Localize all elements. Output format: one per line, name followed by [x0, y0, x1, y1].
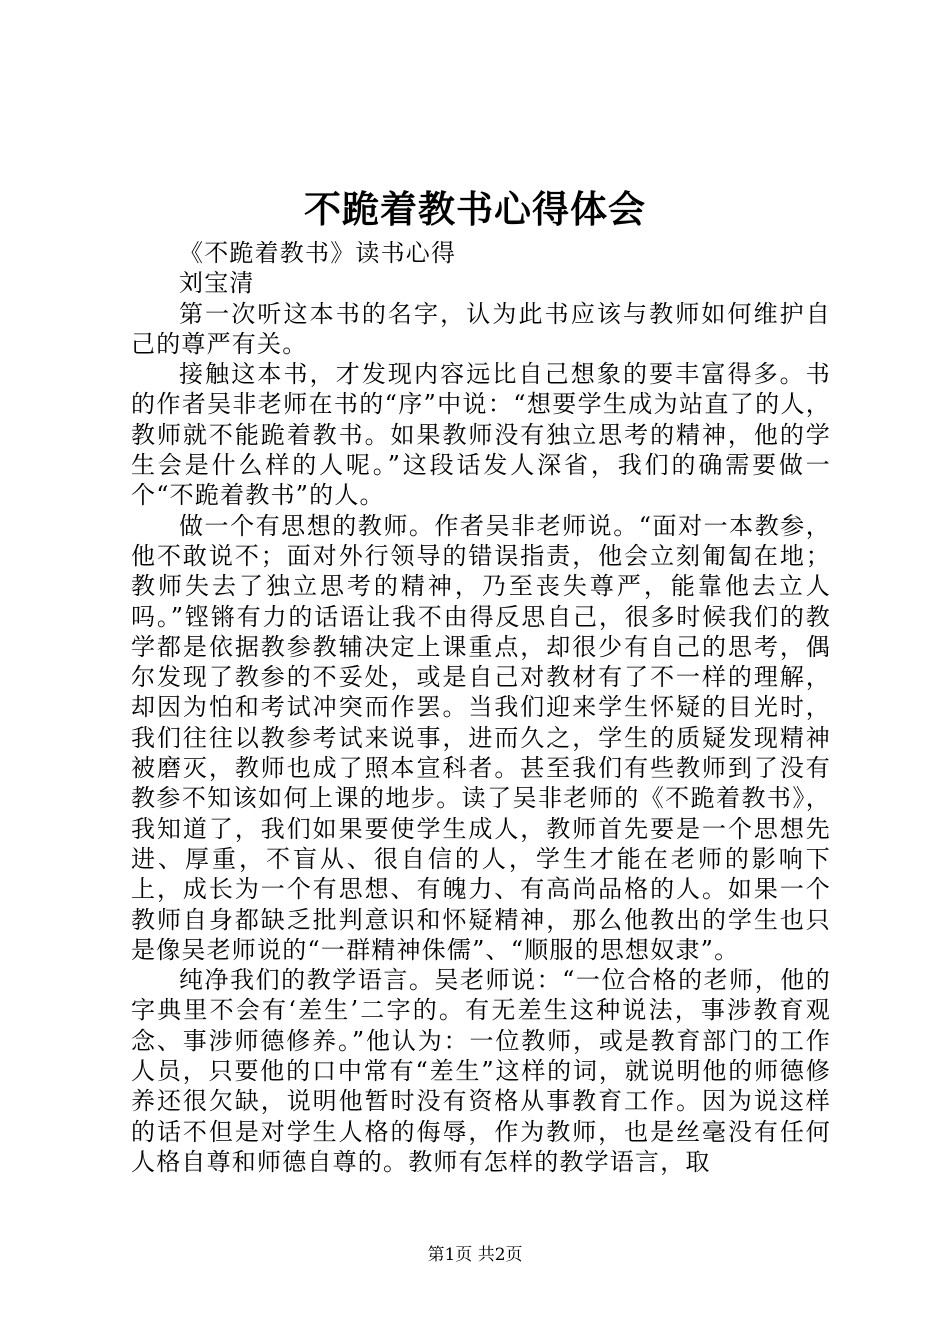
paragraph: 做一个有思想的教师。作者吴非老师说。“面对一本教参，他不敢说不；面对外行领导的错误指责，他会立刻匍匐在地；教师失去了独立思考的精神，乃至丧失尊严，能靠他去立人吗。”铿锵有力的话语让我不由得反思自己，很多时候我们的教学都是依据教参教辅决定上课重点，却很少有自己的思考，偶尔发现了教参的不妥处，或是自己对教材有了不一样的理解，却因为怕和考试冲突而作罢。当我们迎来学生怀疑的目光时，我们往往以教参考试来说事，进而久之，学生的质疑发现精神被磨灭，教师也成了照本宣科者。甚至我们有些教师到了没有教参不知该如何上课的地步。读了吴非老师的《不跪着教书》，我知道了，我们如果要使学生成人，教师首先要是一个思想先进、厚重，不盲从、很自信的人，学生才能在老师的影响下上，成长为一个有思想、有魄力、有高尚品格的人。如果一个教师自身都缺乏批判意识和怀疑精神，那么他教出的学生也只是像吴老师说的“一群精神侏儒”、“顺服的思想奴隶”。	[131, 511, 831, 964]
paragraph: 纯净我们的教学语言。吴老师说：“一位合格的老师，他的字典里不会有‘差生’二字的。有无差生这种说法，事涉教育观念、事涉师德修养。”他认为：一位教师，或是教育部门的工作人员，只要他的口中常有“差生”这样的词，就说明他的师德修养还很欠缺，说明他暂时没有资格从事教育工作。因为说这样的话不但是对学生人格的侮辱，作为教师，也是丝毫没有任何人格自尊和师德自尊的。教师有怎样的教学语言，取	[131, 966, 831, 1176]
paragraph-subtitle: 《不跪着教书》读书心得	[179, 239, 457, 267]
paragraph: 接触这本书，才发现内容远比自己想象的要丰富得多。书的作者吴非老师在书的“序”中说：“想要学生成为站直了的人，教师就不能跪着教书。如果教师没有独立思考的精神，他的学生会是什么样的人呢。”这段话发人深省，我们的确需要做一个“不跪着教书”的人。	[131, 360, 831, 510]
paragraph-author: 刘宝清	[179, 269, 255, 298]
page-footer: 第1页 共2页	[427, 1245, 523, 1265]
paragraph: 第一次听这本书的名字，认为此书应该与教师如何维护自己的尊严有关。	[131, 299, 831, 358]
document-body	[131, 238, 831, 1177]
document-title: 不跪着教书心得体会	[304, 187, 646, 231]
